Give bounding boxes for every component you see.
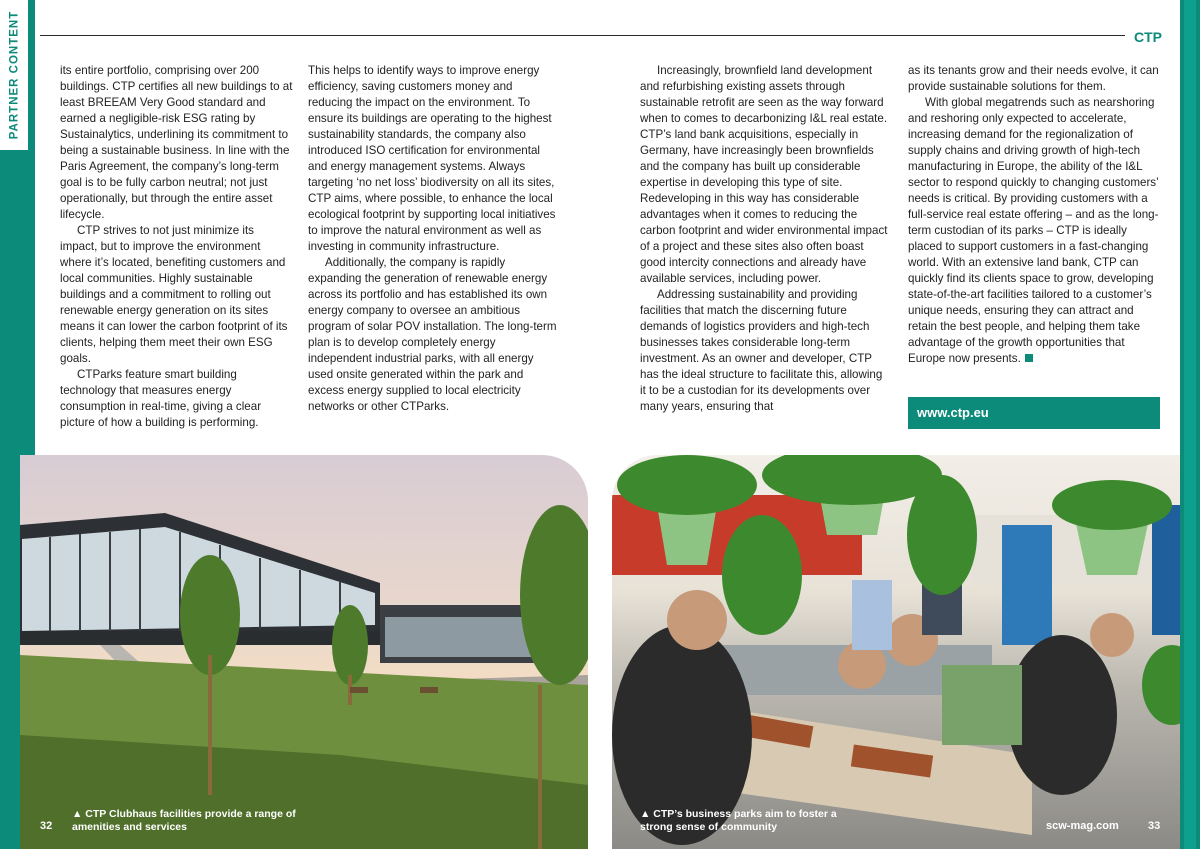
paragraph bbox=[908, 95, 1160, 367]
right-accent-strip bbox=[1180, 0, 1200, 849]
paragraph: This helps to identify ways to improve energy efficiency, saving customers money and reducing the impact on the environment. To ensure its buildings are operating to the highest sustainability standards, the company also introduced ISO certification for environmental and energy management systems. Always targeting ‘no net loss’ biodiversity on all its sites, CTP aims, where possible, to enhance the local ecological footprint by supporting local initiatives to improve the natural environment as well as investing in community infrastructure. bbox=[308, 64, 556, 253]
partner-content-label-box bbox=[0, 0, 28, 150]
text-column-2 bbox=[308, 63, 560, 415]
page-number-right: 33 bbox=[1148, 820, 1161, 832]
paragraph: Additionally, the company is rapidly expanding the generation of renewable energy across its portfolio and has established its own energy company to oversee an ambitious program of solar POV installation. The long-term plan is to develop completely energy independent industrial parks, with all energy used onsite generated within the park and excess energy supplied to local electricity networks or other CTParks. bbox=[308, 256, 557, 413]
top-rule bbox=[40, 35, 1125, 36]
site-name[interactable]: scw-mag.com bbox=[1046, 820, 1119, 832]
brand-label: CTP bbox=[1134, 29, 1162, 45]
clubhaus-scene bbox=[20, 455, 588, 849]
paragraph: CTP strives to not just minimize its impact, but to improve the environment where it’s located, benefiting customers and local communities. Highly sustainable buildings and a commitment to rolling out renewable energy generation on its sites means it can lower the carbon footprint of its clients, helping them meet their own ESG goals. bbox=[60, 224, 288, 365]
caption-left: ▲ CTP Clubhaus facilities provide a range of amenities and services bbox=[72, 808, 296, 833]
right-accent-inner bbox=[1184, 0, 1196, 849]
caption-right: ▲ CTP’s business parks aim to foster a strong sense of community bbox=[640, 808, 837, 833]
paragraph: its entire portfolio, comprising over 200 buildings. CTP certifies all new buildings to at least BREEAM Very Good standard and earned a negligible-risk ESG rating by Sustainalytics, underlining its commitment to being a sustainable business. In line with the Paris Agreement, the company’s long-term goal is to be fully carbon neutral; not just operationally, but through the entire asset lifecycle. bbox=[60, 64, 293, 221]
paragraph: Addressing sustainability and providing facilities that match the discerning future demands of logistics providers and high-tech businesses takes considerable long-term investment. As an owner and developer, CTP has the ideal structure to facilitate this, allowing it to be a custodian for its developments over many years, ensuring that bbox=[640, 288, 883, 413]
paragraph: as its tenants grow and their needs evolve, it can provide sustainable solutions for them. bbox=[908, 64, 1159, 93]
canteen-scene bbox=[612, 455, 1180, 849]
canteen-photo bbox=[612, 455, 1180, 849]
paragraph: Increasingly, brownfield land development and refurbishing existing assets through sustainable retrofit are seen as the way forward when to comes to decarbonizing I&L real estate. CTP’s land bank acquisitions, especially in Germany, have increasingly been brownfields and the company has built up considerable expertise in developing this type of site. Redeveloping in this way has considerable advantages when it comes to reducing the carbon footprint and wider environmental impact of a project and these sites also often boast good intercity connections and already have available services, including power. bbox=[640, 64, 888, 285]
paragraph-text: With global megatrends such as nearshoring and reshoring only expected to accelerate, increasing demand for the regionalization of supply chains and driving growth of high-tech manufacturing in Europe, the ability of the I&L sector to respond quickly to changing customers’ needs is critical. By providing customers with a full-service real estate offering – and as the long-term custodian of its parks – CTP is ideally placed to support customers in a fast-changing world. With an extensive land bank, CTP can quickly find its clients space to grow, developing state-of-the-art facilities tailored to a customer’s unique needs, ensuring they can attract and retain the best people, and helping them take advantage of the growth opportunities that Europe now presents. bbox=[908, 96, 1159, 365]
text-column-1 bbox=[60, 63, 294, 431]
text-column-3 bbox=[640, 63, 890, 415]
website-link[interactable]: www.ctp.eu bbox=[908, 397, 1160, 429]
clubhaus-photo bbox=[20, 455, 588, 849]
page-number-left: 32 bbox=[40, 820, 53, 832]
partner-content-label: PARTNER CONTENT bbox=[8, 10, 21, 140]
text-column-4 bbox=[908, 63, 1160, 367]
paragraph: CTParks feature smart building technology that measures energy consumption in real-time, giving a clear picture of how a building is performing. bbox=[60, 368, 262, 429]
end-mark-icon bbox=[1025, 354, 1033, 362]
